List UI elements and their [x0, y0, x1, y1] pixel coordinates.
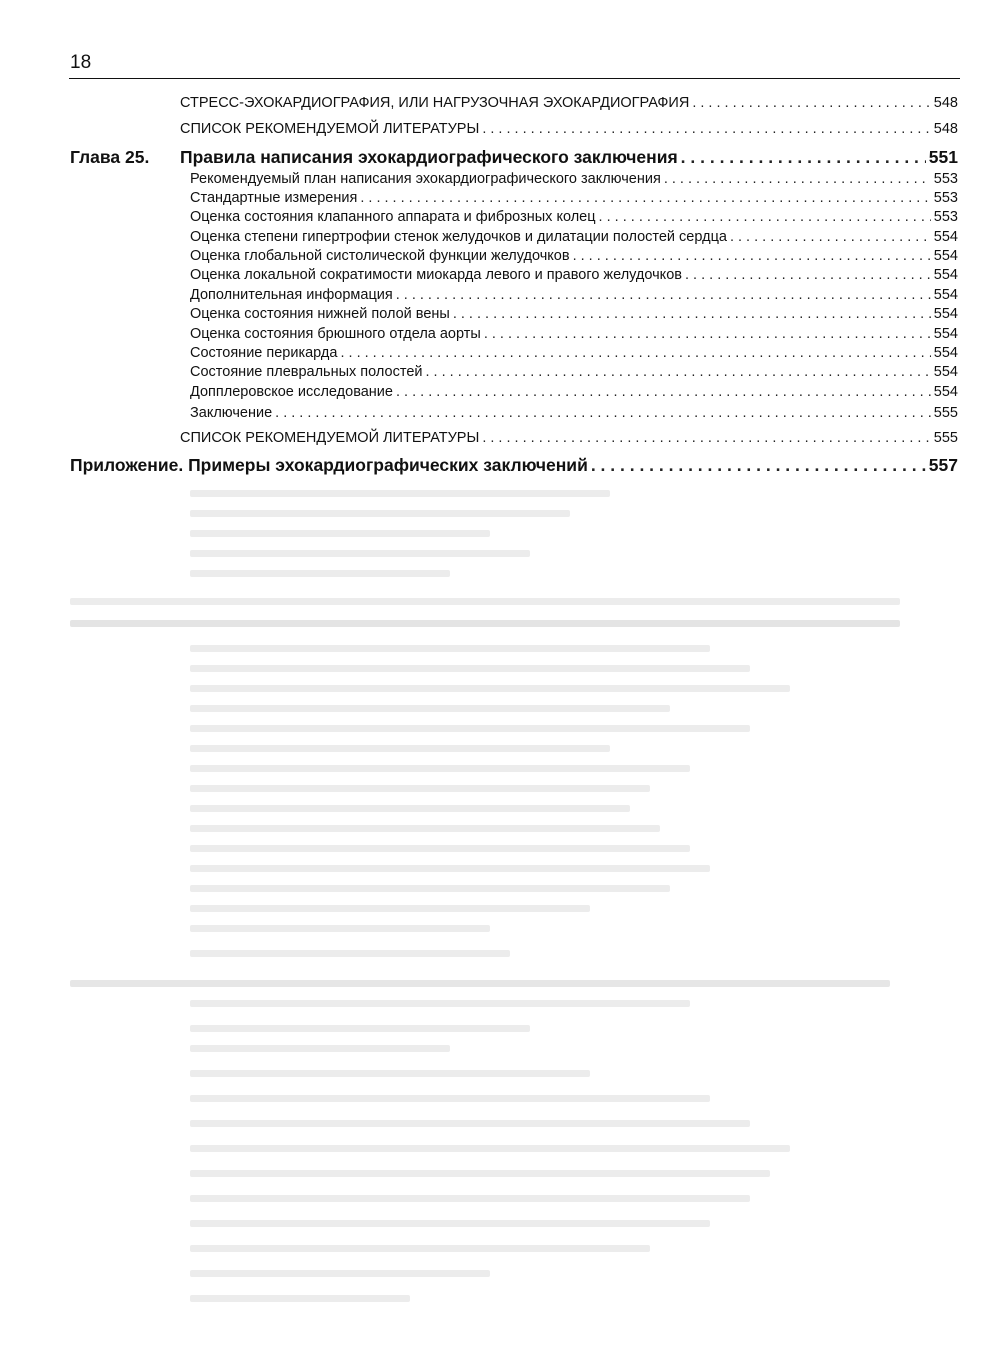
toc-subsection-page: 554 — [933, 287, 958, 303]
toc-entry-label: СТРЕСС-ЭХОКАРДИОГРАФИЯ, ИЛИ НАГРУЗОЧНАЯ ЭХОКАРДИОГРАФИЯ — [180, 95, 690, 111]
dot-leader — [730, 228, 931, 246]
toc-subsection-page: 554 — [933, 384, 958, 400]
toc-chapter-25[interactable] — [70, 147, 958, 168]
toc-entry-references[interactable] — [180, 120, 958, 138]
toc-subsection-label: Оценка состояния брюшного отдела аорты — [190, 326, 481, 342]
toc-subsection[interactable] — [190, 305, 958, 323]
toc-subsection-label: Дополнительная информация — [190, 287, 393, 303]
toc-subsection-page: 553 — [933, 190, 958, 206]
chapter-page: 551 — [928, 147, 958, 167]
toc-subsection[interactable] — [190, 189, 958, 207]
page-number: 18 — [70, 52, 92, 73]
toc-subsection-label: Заключение — [190, 405, 273, 421]
toc-entry-stress-echo[interactable] — [180, 94, 958, 112]
toc-subsection-page: 553 — [933, 171, 958, 187]
dot-leader — [426, 363, 931, 381]
toc-subsection-label: Оценка глобальной систолической функции желудочков — [190, 248, 570, 264]
toc-subsection[interactable] — [190, 404, 958, 422]
dot-leader — [396, 286, 931, 304]
toc-subsection[interactable] — [190, 344, 958, 362]
toc-subsection-page: 555 — [933, 405, 958, 421]
dot-leader — [482, 120, 930, 138]
toc-entry-page: 548 — [933, 121, 958, 137]
toc-subsection[interactable] — [190, 325, 958, 343]
toc-subsection[interactable] — [190, 228, 958, 246]
toc-subsection-page: 554 — [933, 229, 958, 245]
toc-subsection-label: Оценка локальной сократимости миокарда левого и правого желудочков — [190, 267, 682, 283]
dot-leader — [681, 147, 926, 168]
toc-subsection[interactable] — [190, 363, 958, 381]
toc-appendix[interactable] — [70, 455, 958, 476]
toc-subsection-label: Оценка состояния клапанного аппарата и фиброзных колец — [190, 209, 596, 225]
toc-entry-chapter-references[interactable] — [180, 429, 958, 447]
toc-subsection-page: 554 — [933, 267, 958, 283]
toc-subsection-label: Рекомендуемый план написания эхокардиографического заключения — [190, 171, 661, 187]
dot-leader — [484, 325, 931, 343]
dot-leader — [591, 455, 926, 476]
toc-subsection[interactable] — [190, 208, 958, 226]
toc-subsection[interactable] — [190, 170, 958, 188]
paper-show-through — [60, 480, 950, 1320]
dot-leader — [482, 429, 930, 447]
toc-chapter-heading — [70, 147, 678, 168]
toc-subsection[interactable] — [190, 266, 958, 284]
toc-subsection-page: 554 — [933, 248, 958, 264]
toc-subsection-page: 554 — [933, 326, 958, 342]
appendix-title: Приложение. Примеры эхокардиографических заключений — [70, 455, 588, 475]
dot-leader — [599, 208, 931, 226]
toc-subsection-page: 553 — [933, 209, 958, 225]
toc-subsection-page: 554 — [933, 306, 958, 322]
dot-leader — [685, 266, 931, 284]
toc-entry-page: 548 — [933, 95, 958, 111]
chapter-number: Глава 25. — [70, 147, 150, 167]
toc-subsection-label: Оценка степени гипертрофии стенок желудочков и дилатации полостей сердца — [190, 229, 727, 245]
toc-subsection-page: 554 — [933, 345, 958, 361]
dot-leader — [360, 189, 930, 207]
toc-subsection[interactable] — [190, 383, 958, 401]
toc-subsection[interactable] — [190, 247, 958, 265]
header-rule — [69, 78, 960, 79]
chapter-title: Правила написания эхокардиографического заключения — [180, 147, 678, 167]
toc-subsection-label: Оценка состояния нижней полой вены — [190, 306, 450, 322]
toc-subsection[interactable] — [190, 286, 958, 304]
toc-entry-label: СПИСОК РЕКОМЕНДУЕМОЙ ЛИТЕРАТУРЫ — [180, 430, 480, 446]
toc-subsection-label: Состояние плевральных полостей — [190, 364, 423, 380]
toc-entry-page: 555 — [933, 430, 958, 446]
toc-subsection-label: Стандартные измерения — [190, 190, 358, 206]
dot-leader — [275, 404, 931, 422]
toc-subsection-page: 554 — [933, 364, 958, 380]
dot-leader — [396, 383, 931, 401]
toc-subsection-label: Состояние перикарда — [190, 345, 338, 361]
toc-entry-label: СПИСОК РЕКОМЕНДУЕМОЙ ЛИТЕРАТУРЫ — [180, 121, 480, 137]
toc-subsection-label: Допплеровское исследование — [190, 384, 393, 400]
dot-leader — [573, 247, 931, 265]
appendix-page: 557 — [928, 455, 958, 475]
dot-leader — [340, 344, 930, 362]
dot-leader — [692, 94, 930, 112]
dot-leader — [453, 305, 931, 323]
dot-leader — [664, 170, 931, 188]
